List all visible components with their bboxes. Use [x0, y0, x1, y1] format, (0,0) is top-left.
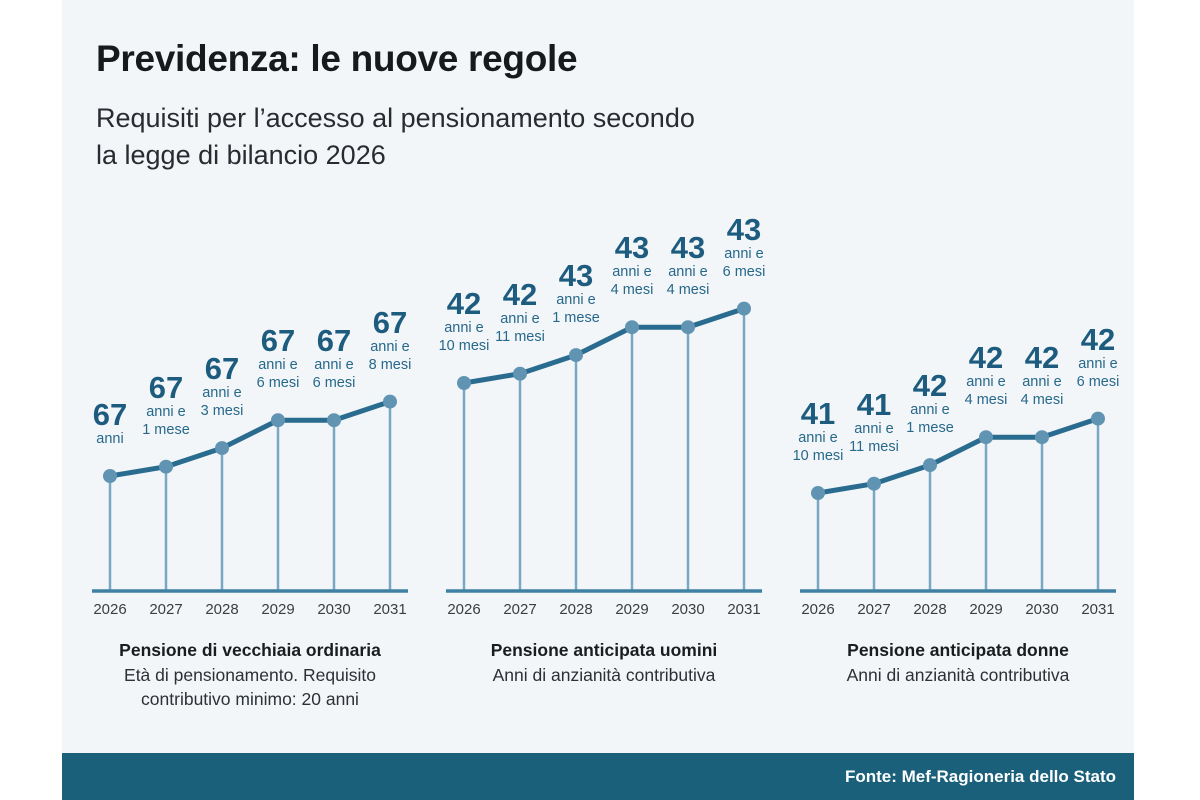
value-unit-text: anni e	[1022, 374, 1062, 391]
value-unit-text: 4 mesi	[610, 282, 654, 299]
value-number: 67	[372, 304, 408, 340]
year-label: 2028	[205, 601, 239, 618]
value-unit-text: 1 mese	[142, 421, 190, 438]
chart-caption	[90, 638, 410, 711]
value-unit-text: anni e	[1078, 355, 1118, 372]
chart-caption	[798, 638, 1118, 687]
value-number: 43	[558, 258, 594, 294]
chart-caption-desc: Anni di anzianità contributiva	[492, 665, 716, 685]
chart-caption-title: Pensione anticipata donne	[847, 640, 1069, 660]
value-unit-text: 10 mesi	[792, 448, 844, 464]
value-number: 41	[800, 396, 836, 431]
value-unit-text: anni e	[910, 402, 950, 419]
year-label: 2027	[149, 601, 183, 618]
value-unit-text: anni e	[202, 385, 242, 402]
value-number: 41	[856, 386, 892, 422]
year-label: 2026	[93, 601, 127, 618]
value-unit-text: 3 mesi	[200, 403, 244, 420]
data-point-marker	[737, 302, 751, 316]
value-number: 67	[316, 323, 352, 359]
value-unit-text: 6 mesi	[312, 375, 356, 392]
year-label: 2026	[447, 601, 481, 618]
value-label	[689, 211, 799, 281]
value-unit-text: 1 mese	[906, 420, 954, 437]
value-unit-text: anni e	[724, 245, 764, 262]
data-point-marker	[1091, 412, 1105, 426]
year-label: 2027	[857, 601, 891, 618]
data-point-marker	[383, 395, 397, 409]
data-point-marker	[103, 469, 117, 483]
year-label: 2030	[1025, 601, 1059, 618]
year-label: 2031	[727, 601, 761, 618]
year-label: 2030	[671, 601, 705, 618]
data-point-marker	[923, 458, 937, 472]
value-unit-text: anni e	[798, 430, 838, 446]
value-unit-text: 6 mesi	[256, 375, 300, 392]
value-unit-text: anni e	[556, 292, 596, 309]
chart-caption-desc: Anni di anzianità contributiva	[846, 665, 1070, 685]
year-label: 2031	[373, 601, 407, 618]
value-unit-text: anni e	[258, 357, 298, 374]
value-number: 67	[92, 397, 128, 432]
value-unit-text: 11 mesi	[849, 438, 899, 455]
page-subtitle-line1: Requisiti per l’accesso al pensionamento secondo	[96, 103, 695, 133]
value-number: 43	[726, 211, 762, 247]
data-point-marker	[681, 320, 695, 334]
value-unit-text: 4 mesi	[964, 392, 1008, 409]
year-label: 2026	[801, 601, 835, 618]
value-number: 67	[204, 351, 240, 387]
chart-caption-title: Pensione di vecchiaia ordinaria	[119, 640, 381, 660]
value-unit-text: anni e	[444, 320, 484, 336]
value-unit-text: anni e	[612, 264, 652, 281]
value-unit-text: 6 mesi	[722, 263, 766, 280]
data-point-marker	[811, 486, 825, 500]
chart-caption	[444, 638, 764, 687]
year-label: 2027	[503, 601, 537, 618]
value-unit-text: anni e	[370, 338, 410, 355]
value-label	[1043, 321, 1153, 391]
value-number: 43	[614, 230, 650, 266]
value-unit-text: 11 mesi	[495, 328, 545, 345]
year-label: 2029	[261, 601, 295, 618]
value-number: 67	[260, 323, 296, 359]
value-unit-text: 1 mese	[552, 310, 600, 327]
value-unit-text: anni e	[966, 374, 1006, 391]
value-number: 42	[912, 368, 948, 404]
year-label: 2029	[969, 601, 1003, 618]
value-unit-text: 8 mesi	[368, 356, 412, 373]
data-point-marker	[159, 460, 173, 474]
chart-anticipata-uomini	[438, 0, 766, 800]
data-point-marker	[569, 348, 583, 362]
page-subtitle-line2: la legge di bilancio 2026	[96, 140, 386, 170]
value-unit-text: anni e	[146, 403, 186, 420]
chart-pensione-vecchiaia	[90, 0, 410, 800]
value-unit-text: 4 mesi	[1020, 392, 1064, 409]
chart-caption-title: Pensione anticipata uomini	[490, 640, 718, 660]
value-number: 42	[1024, 340, 1060, 376]
footer-bar	[62, 753, 1134, 800]
value-unit-text: 4 mesi	[666, 282, 710, 299]
infographic-card	[62, 0, 1134, 800]
value-number: 42	[502, 276, 538, 312]
data-point-marker	[1035, 430, 1049, 444]
data-point-marker	[457, 376, 471, 390]
year-label: 2029	[615, 601, 649, 618]
year-label: 2030	[317, 601, 351, 618]
data-point-marker	[867, 477, 881, 491]
value-number: 67	[148, 369, 184, 405]
value-unit-text: 10 mesi	[438, 338, 490, 354]
value-unit-text: 6 mesi	[1076, 373, 1120, 390]
value-number: 43	[670, 230, 706, 266]
value-unit-text: anni e	[314, 357, 354, 374]
value-number: 42	[446, 286, 482, 321]
value-unit-text: anni	[96, 431, 124, 447]
year-label: 2028	[559, 601, 593, 618]
page-title: Previdenza: le nuove regole	[96, 38, 578, 79]
value-unit-text: anni e	[668, 264, 708, 281]
chart-anticipata-donne	[792, 0, 1120, 800]
value-unit-text: anni e	[854, 420, 894, 437]
value-unit-text: anni e	[500, 310, 540, 327]
value-number: 42	[1080, 321, 1116, 357]
year-label: 2028	[913, 601, 947, 618]
data-point-marker	[327, 413, 341, 427]
data-point-marker	[215, 441, 229, 455]
source-label: Fonte: Mef-Ragioneria dello Stato	[844, 767, 1116, 786]
chart-caption-desc: Età di pensionamento. Requisito contributivo minimo: 20 anni	[124, 665, 376, 709]
value-number: 42	[968, 340, 1004, 376]
year-label: 2031	[1081, 601, 1115, 618]
data-point-marker	[513, 367, 527, 381]
